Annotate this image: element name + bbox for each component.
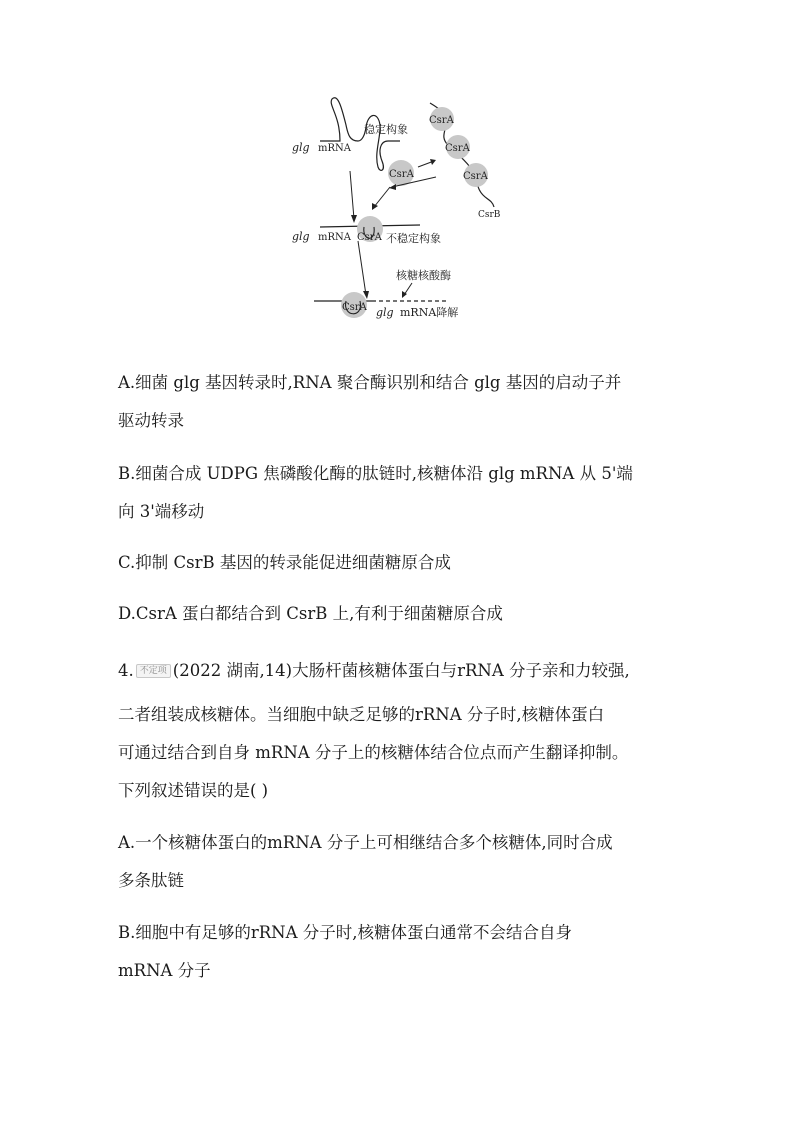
csra-regulation-diagram xyxy=(280,95,540,335)
q3-option-b-line1: B.细菌合成 UDPG 焦磷酸化酶的肽链时,核糖体沿 glg mRNA 从 5'端 xyxy=(118,464,633,483)
csra-bound-label: CsrA xyxy=(357,232,382,243)
csra-label-b3: CsrA xyxy=(463,171,488,182)
q4-stem-line2: 二者组装成核糖体。当细胞中缺乏足够的rRNA 分子时,核糖体蛋白 xyxy=(118,705,605,724)
csra-label-b1: CsrA xyxy=(429,115,454,126)
q3-option-b-line2: 向 3'端移动 xyxy=(118,502,205,521)
q3-option-c: C.抑制 CsrB 基因的转录能促进细菌糖原合成 xyxy=(118,553,451,572)
glg-label-3: glg xyxy=(376,306,394,319)
q3-option-a-line2: 驱动转录 xyxy=(118,411,184,430)
q4-option-b-line1: B.细胞中有足够的rRNA 分子时,核糖体蛋白通常不会结合自身 xyxy=(118,923,573,942)
q4-option-b-line2: mRNA 分子 xyxy=(118,961,211,980)
stable-conformation-label: 稳定构象 xyxy=(364,123,408,136)
q4-header xyxy=(118,660,630,682)
unstable-conformation-label: 不稳定构象 xyxy=(386,232,441,245)
glg-label-1: glg xyxy=(292,141,310,154)
q4-stem-first-line: (2022 湖南,14)大肠杆菌核糖体蛋白与rRNA 分子亲和力较强, xyxy=(172,661,630,680)
mrna-degradation-label: mRNA降解 xyxy=(400,306,459,319)
csrb-label: CsrB xyxy=(478,210,501,220)
q4-stem-line3: 可通过结合到自身 mRNA 分子上的核糖体结合位点而产生翻译抑制。 xyxy=(118,743,629,762)
q4-option-a-line2: 多条肽链 xyxy=(118,871,184,890)
q4-option-a-line1: A.一个核糖体蛋白的mRNA 分子上可相继结合多个核糖体,同时合成 xyxy=(118,833,613,852)
q4-stem-line4: 下列叙述错误的是( ) xyxy=(118,781,269,800)
mrna-label-2: mRNA xyxy=(318,232,351,243)
csra-free-label: CsrA xyxy=(389,169,414,180)
q3-option-d: D.CsrA 蛋白都结合到 CsrB 上,有利于细菌糖原合成 xyxy=(118,604,503,623)
csra-deg-label: CsrA xyxy=(342,302,367,313)
csra-label-b2: CsrA xyxy=(445,143,470,154)
diagram-svg xyxy=(280,95,540,335)
q3-option-a-line1: A.细菌 glg 基因转录时,RNA 聚合酶识别和结合 glg 基因的启动子并 xyxy=(118,373,622,392)
glg-label-2: glg xyxy=(292,230,310,243)
question-type-tag: 不定项 xyxy=(136,664,171,678)
ribonuclease-label: 核糖核酸酶 xyxy=(396,269,451,282)
q4-number: 4. xyxy=(118,661,134,680)
mrna-label-1: mRNA xyxy=(318,143,351,154)
